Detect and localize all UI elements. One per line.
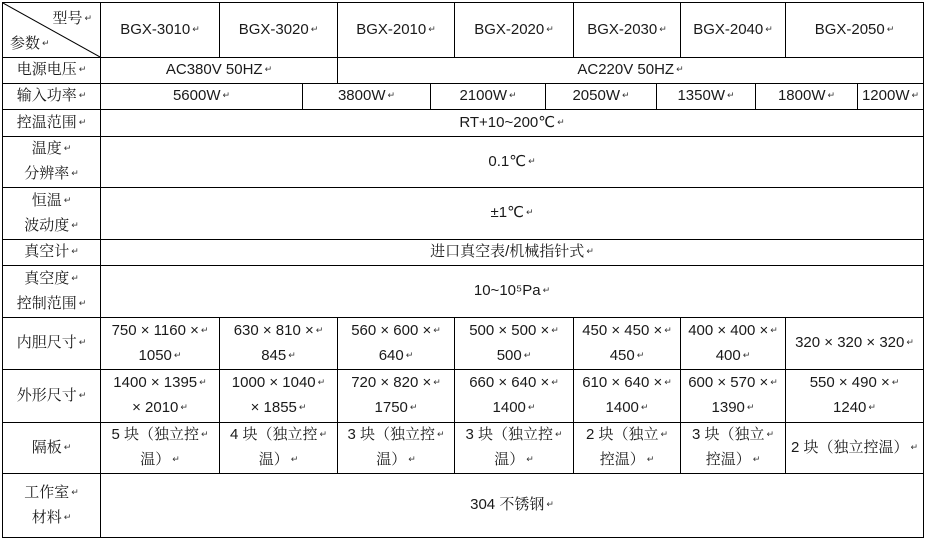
cell-line: 2050W ↵ xyxy=(572,84,629,109)
spec-table xyxy=(2,2,924,538)
row-label-temp-fluctuation xyxy=(3,188,101,239)
cell-line: 输入功率 ↵ xyxy=(17,84,87,109)
return-mark-icon: ↵ xyxy=(868,402,876,412)
cell-line: 3 块（独立 ↵ xyxy=(692,423,774,448)
return-mark-icon: ↵ xyxy=(290,454,299,464)
inner-size-value-2 xyxy=(220,318,338,369)
cell-line: 640 ↵ xyxy=(379,344,414,369)
row-power-voltage xyxy=(3,58,923,84)
shelves-value-6 xyxy=(681,423,786,473)
cell-line: 720 × 820 × ↵ xyxy=(351,371,441,396)
cell-line: 1050 ↵ xyxy=(139,344,182,369)
return-mark-icon: ↵ xyxy=(526,454,534,464)
row-label-shelves xyxy=(3,423,101,473)
return-mark-icon: ↵ xyxy=(770,377,778,387)
cell-line: 1240 ↵ xyxy=(833,396,876,421)
cell-line: 电源电压 ↵ xyxy=(17,58,87,83)
return-mark-icon: ↵ xyxy=(71,168,79,178)
cell-line: 温度 ↵ xyxy=(32,137,72,162)
cell-line: BGX-2030 ↵ xyxy=(587,18,667,43)
return-mark-icon: ↵ xyxy=(746,402,755,412)
cell-line: 660 × 640 × ↵ xyxy=(469,371,559,396)
row-temp-fluctuation xyxy=(3,188,923,240)
return-mark-icon: ↵ xyxy=(71,272,79,283)
cell-line: 温） ↵ xyxy=(259,448,299,473)
vacuum-range-value-1 xyxy=(101,266,923,317)
shelves-value-2 xyxy=(220,423,338,473)
temp-control-range-value-1 xyxy=(101,110,923,136)
return-mark-icon: ↵ xyxy=(78,64,87,74)
cell-line: 3800W ↵ xyxy=(338,84,395,109)
row-vacuum-gauge xyxy=(3,240,923,266)
return-mark-icon: ↵ xyxy=(586,246,594,256)
cell-line: 控制范围 ↵ xyxy=(17,292,87,317)
shelves-value-3 xyxy=(338,423,455,473)
cell-line: 500 × 500 × ↵ xyxy=(469,319,559,344)
cell-line: 630 × 810 × ↵ xyxy=(234,319,324,344)
shelves-value-1 xyxy=(101,423,220,473)
return-mark-icon: ↵ xyxy=(315,324,324,335)
cell-line: × 2010 ↵ xyxy=(132,396,188,421)
cell-line: 845 ↵ xyxy=(261,344,296,369)
header-value-5 xyxy=(574,3,681,57)
cell-line: 10~10⁵Pa ↵ xyxy=(474,279,550,304)
cell-line: 1400 ↵ xyxy=(493,396,536,421)
return-mark-icon: ↵ xyxy=(310,23,319,34)
vacuum-gauge-value-1 xyxy=(101,240,923,265)
cell-line: 隔板 ↵ xyxy=(32,436,72,461)
return-mark-icon: ↵ xyxy=(319,429,328,439)
return-mark-icon: ↵ xyxy=(766,429,775,439)
header-value-4 xyxy=(455,3,574,57)
return-mark-icon: ↵ xyxy=(433,324,441,335)
row-label-chamber-material xyxy=(3,474,101,537)
row-label-inner-size xyxy=(3,318,101,369)
return-mark-icon: ↵ xyxy=(63,441,72,452)
cell-line: 1750 ↵ xyxy=(375,396,418,421)
return-mark-icon: ↵ xyxy=(387,90,396,100)
return-mark-icon: ↵ xyxy=(726,90,735,100)
cell-line: 550 × 490 × ↵ xyxy=(810,371,900,396)
return-mark-icon: ↵ xyxy=(676,64,684,74)
return-mark-icon: ↵ xyxy=(525,207,534,217)
cell-line: 1350W ↵ xyxy=(677,84,734,109)
cell-line: 304 不锈钢 ↵ xyxy=(470,493,554,518)
cell-line: 2 块（独立 ↵ xyxy=(586,423,668,448)
return-mark-icon: ↵ xyxy=(659,23,667,34)
cell-line: RT+10~200℃ ↵ xyxy=(459,111,564,136)
cell-line: AC220V 50HZ ↵ xyxy=(577,58,683,83)
outer-size-value-7 xyxy=(786,370,923,422)
row-inner-size xyxy=(3,318,923,370)
cell-line: 5 块（独立控 ↵ xyxy=(111,423,208,448)
return-mark-icon: ↵ xyxy=(173,349,182,360)
outer-size-value-1 xyxy=(101,370,220,422)
return-mark-icon: ↵ xyxy=(528,155,536,166)
shelves-value-7 xyxy=(786,423,923,473)
cell-line: 560 × 600 × ↵ xyxy=(351,319,441,344)
power-voltage-value-2 xyxy=(338,58,923,83)
return-mark-icon: ↵ xyxy=(660,429,669,439)
return-mark-icon: ↵ xyxy=(640,402,649,412)
return-mark-icon: ↵ xyxy=(527,402,536,412)
return-mark-icon: ↵ xyxy=(409,402,418,412)
return-mark-icon: ↵ xyxy=(546,499,554,509)
return-mark-icon: ↵ xyxy=(906,337,914,347)
return-mark-icon: ↵ xyxy=(180,402,188,412)
return-mark-icon: ↵ xyxy=(752,454,761,464)
row-temp-control-range xyxy=(3,110,923,137)
cell-line: BGX-2040 ↵ xyxy=(693,18,773,43)
row-chamber-material xyxy=(3,474,923,537)
input-power-value-5 xyxy=(657,84,756,109)
cell-line: BGX-2010 ↵ xyxy=(356,18,436,43)
outer-size-value-2 xyxy=(220,370,338,422)
header-value-7 xyxy=(786,3,923,57)
return-mark-icon: ↵ xyxy=(78,389,87,400)
cell-line: 温） ↵ xyxy=(376,448,416,473)
return-mark-icon: ↵ xyxy=(222,90,231,100)
return-mark-icon: ↵ xyxy=(78,297,87,308)
return-mark-icon: ↵ xyxy=(405,349,414,360)
cell-line: 1390 ↵ xyxy=(712,396,755,421)
row-label-input-power xyxy=(3,84,101,109)
cell-line: 恒温 ↵ xyxy=(32,189,72,214)
row-label-temp-resolution xyxy=(3,137,101,187)
return-mark-icon: ↵ xyxy=(551,324,559,335)
row-header xyxy=(3,3,923,58)
return-mark-icon: ↵ xyxy=(508,90,517,100)
row-label-outer-size xyxy=(3,370,101,422)
return-mark-icon: ↵ xyxy=(546,23,554,34)
return-mark-icon: ↵ xyxy=(317,377,326,387)
cell-line: AC380V 50HZ ↵ xyxy=(166,58,272,83)
inner-size-value-1 xyxy=(101,318,220,369)
cell-line: 1400 × 1395 ↵ xyxy=(113,371,206,396)
header-value-1 xyxy=(101,3,220,57)
inner-size-value-4 xyxy=(455,318,574,369)
return-mark-icon: ↵ xyxy=(910,441,919,452)
input-power-value-6 xyxy=(756,84,858,109)
header-value-6 xyxy=(681,3,786,57)
cell-line: 真空计 ↵ xyxy=(24,240,79,265)
return-mark-icon: ↵ xyxy=(71,219,79,230)
return-mark-icon: ↵ xyxy=(288,349,296,360)
cell-line: 2 块（独立控温） ↵ xyxy=(791,436,918,461)
return-mark-icon: ↵ xyxy=(911,90,920,100)
outer-size-value-4 xyxy=(455,370,574,422)
cell-line: 温） ↵ xyxy=(140,448,180,473)
cell-line: 控温） ↵ xyxy=(706,448,761,473)
inner-size-value-6 xyxy=(681,318,786,369)
cell-line: 波动度 ↵ xyxy=(24,214,79,239)
return-mark-icon: ↵ xyxy=(199,377,207,387)
inner-size-value-7 xyxy=(786,318,923,369)
return-mark-icon: ↵ xyxy=(63,143,72,153)
corner-label-parameter: 参数 ↵ xyxy=(10,35,50,52)
return-mark-icon: ↵ xyxy=(78,90,87,100)
cell-line: 500 ↵ xyxy=(497,344,532,369)
cell-line: 0.1℃ ↵ xyxy=(488,150,535,175)
cell-line: BGX-3010 ↵ xyxy=(120,18,200,43)
chamber-material-value-1 xyxy=(101,474,923,537)
return-mark-icon: ↵ xyxy=(200,324,209,335)
header-corner-cell xyxy=(3,3,101,57)
return-mark-icon: ↵ xyxy=(636,349,645,360)
cell-line: BGX-2050 ↵ xyxy=(815,18,895,43)
cell-line: × 1855 ↵ xyxy=(251,396,307,421)
cell-line: 450 ↵ xyxy=(610,344,645,369)
return-mark-icon: ↵ xyxy=(765,23,773,34)
inner-size-value-3 xyxy=(338,318,455,369)
cell-line: 内胆尺寸 ↵ xyxy=(17,331,87,356)
row-outer-size xyxy=(3,370,923,423)
cell-line: 材料 ↵ xyxy=(32,506,72,531)
cell-line: 真空度 ↵ xyxy=(24,267,79,292)
header-value-2 xyxy=(220,3,338,57)
return-mark-icon: ↵ xyxy=(84,13,92,23)
cell-line: 1200W ↵ xyxy=(862,84,919,109)
return-mark-icon: ↵ xyxy=(63,511,72,522)
cell-line: 3 块（独立控 ↵ xyxy=(465,423,562,448)
cell-line: 外形尺寸 ↵ xyxy=(17,384,87,409)
return-mark-icon: ↵ xyxy=(408,454,416,464)
cell-line: 5600W ↵ xyxy=(173,84,230,109)
cell-line: 750 × 1160 × ↵ xyxy=(112,319,209,344)
cell-line: 600 × 570 × ↵ xyxy=(688,371,778,396)
inner-size-value-5 xyxy=(574,318,681,369)
return-mark-icon: ↵ xyxy=(557,116,565,127)
return-mark-icon: ↵ xyxy=(886,23,895,34)
return-mark-icon: ↵ xyxy=(78,116,87,127)
return-mark-icon: ↵ xyxy=(664,377,672,387)
return-mark-icon: ↵ xyxy=(264,64,273,74)
cell-line: 1800W ↵ xyxy=(778,84,835,109)
outer-size-value-3 xyxy=(338,370,455,422)
temp-resolution-value-1 xyxy=(101,137,923,187)
input-power-value-3 xyxy=(431,84,546,109)
return-mark-icon: ↵ xyxy=(621,90,630,100)
cell-line: 进口真空表/机械指针式 ↵ xyxy=(430,240,594,265)
row-label-temp-control-range xyxy=(3,110,101,136)
header-value-3 xyxy=(338,3,455,57)
row-vacuum-range xyxy=(3,266,923,318)
shelves-value-5 xyxy=(574,423,681,473)
shelves-value-4 xyxy=(455,423,574,473)
return-mark-icon: ↵ xyxy=(71,246,79,256)
return-mark-icon: ↵ xyxy=(172,454,180,464)
temp-fluctuation-value-1 xyxy=(101,188,923,239)
cell-line: 2100W ↵ xyxy=(459,84,516,109)
cell-line: 3 块（独立控 ↵ xyxy=(347,423,444,448)
cell-line: 工作室 ↵ xyxy=(24,481,79,506)
return-mark-icon: ↵ xyxy=(542,285,551,295)
cell-line: ±1℃ ↵ xyxy=(491,201,534,226)
return-mark-icon: ↵ xyxy=(433,377,441,387)
return-mark-icon: ↵ xyxy=(436,429,445,439)
return-mark-icon: ↵ xyxy=(664,324,672,335)
row-label-power-voltage xyxy=(3,58,101,83)
cell-line: BGX-2020 ↵ xyxy=(474,18,554,43)
row-temp-resolution xyxy=(3,137,923,188)
cell-line: 320 × 320 × 320 ↵ xyxy=(795,331,914,356)
outer-size-value-6 xyxy=(681,370,786,422)
return-mark-icon: ↵ xyxy=(891,377,900,387)
input-power-value-2 xyxy=(303,84,431,109)
cell-line: 450 × 450 × ↵ xyxy=(582,319,672,344)
cell-line: 400 × 400 × ↵ xyxy=(688,319,778,344)
return-mark-icon: ↵ xyxy=(523,349,532,360)
return-mark-icon: ↵ xyxy=(646,454,655,464)
row-shelves xyxy=(3,423,923,474)
return-mark-icon: ↵ xyxy=(63,194,72,205)
return-mark-icon: ↵ xyxy=(827,90,836,100)
input-power-value-7 xyxy=(858,84,923,109)
return-mark-icon: ↵ xyxy=(42,38,50,48)
return-mark-icon: ↵ xyxy=(551,377,559,387)
cell-line: 4 块（独立控 ↵ xyxy=(230,423,327,448)
input-power-value-4 xyxy=(546,84,657,109)
return-mark-icon: ↵ xyxy=(742,349,751,360)
row-input-power xyxy=(3,84,923,110)
cell-line: 1000 × 1040 ↵ xyxy=(232,371,325,396)
cell-line: 控温） ↵ xyxy=(600,448,655,473)
return-mark-icon: ↵ xyxy=(78,337,87,347)
return-mark-icon: ↵ xyxy=(71,486,79,497)
return-mark-icon: ↵ xyxy=(770,324,778,335)
return-mark-icon: ↵ xyxy=(554,429,563,439)
input-power-value-1 xyxy=(101,84,303,109)
corner-label-model: 型号 ↵ xyxy=(52,10,92,27)
return-mark-icon: ↵ xyxy=(192,23,200,34)
cell-line: 分辨率 ↵ xyxy=(24,162,79,187)
cell-line: 控温范围 ↵ xyxy=(17,111,87,136)
row-label-vacuum-range xyxy=(3,266,101,317)
row-label-vacuum-gauge xyxy=(3,240,101,265)
outer-size-value-5 xyxy=(574,370,681,422)
return-mark-icon: ↵ xyxy=(200,429,209,439)
cell-line: 610 × 640 × ↵ xyxy=(582,371,672,396)
return-mark-icon: ↵ xyxy=(428,23,436,34)
power-voltage-value-1 xyxy=(101,58,338,83)
return-mark-icon: ↵ xyxy=(298,402,307,412)
cell-line: 温） ↵ xyxy=(494,448,534,473)
cell-line: BGX-3020 ↵ xyxy=(239,18,319,43)
cell-line: 400 ↵ xyxy=(716,344,751,369)
cell-line: 1400 ↵ xyxy=(606,396,649,421)
